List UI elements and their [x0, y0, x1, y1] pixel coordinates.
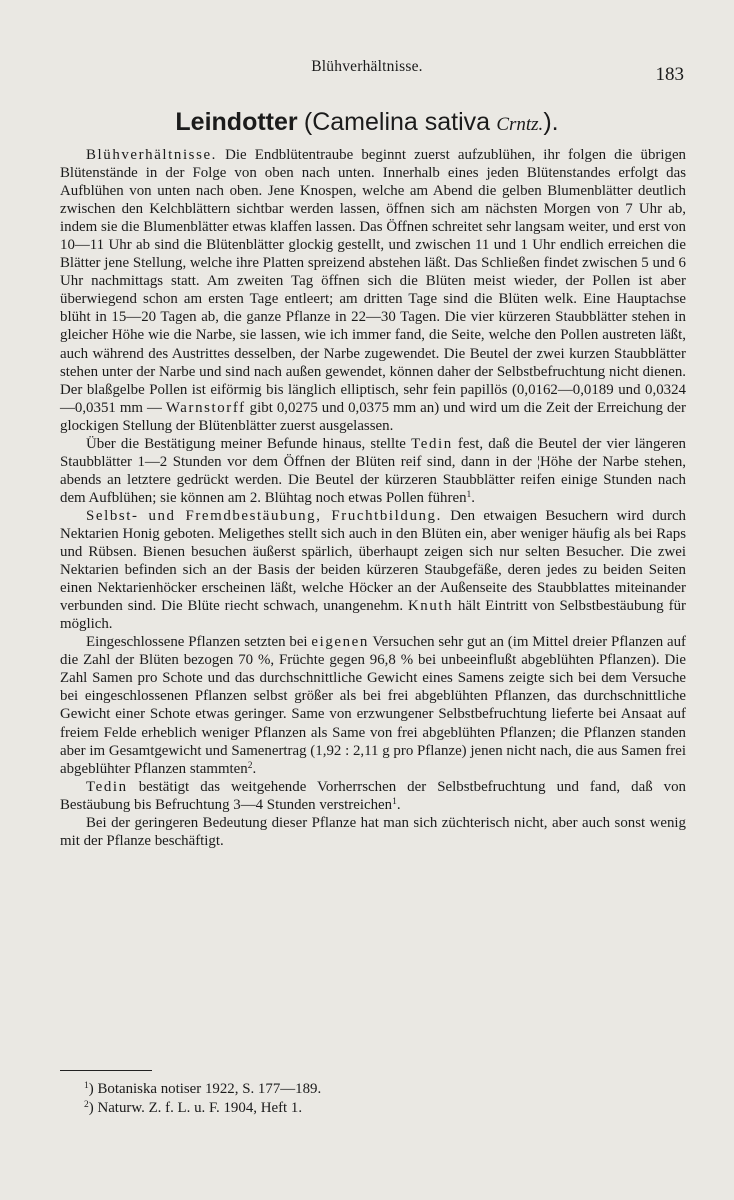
paragraph-bluehverhaeltnisse	[60, 146, 686, 435]
author-name: Warnstorff	[165, 399, 246, 416]
paragraph-bestaeubung	[60, 507, 686, 633]
paragraph-text: bestätigt das weitgehende Vorherrschen der Selbstbefruchtung und fand, daß von Bestäubung bis Befruchtung 3—4 Stunden verstreichen	[60, 778, 686, 813]
paragraph-text: Bei der geringeren Bedeutung dieser Pflanze hat man sich züchterisch nicht, aber auch sonst wenig mit der Pflanze beschäftigt.	[60, 814, 686, 849]
paragraph-text: fest, daß die Beutel der vier längeren Staubblätter 1—2 Stunden vor dem Öffnen der Blüten reif sind, dann in der ¦Höhe der Narbe stehen, abends an letztere gedrückt werden. Die Beutel der kürzeren Staubblätter reifen einige Stunden nach dem Aufblühen; sie können am 2. Blühtag noch etwas Pollen führen	[60, 435, 687, 506]
author-name: Knuth	[407, 598, 454, 615]
emphasis: eigenen	[311, 634, 369, 651]
title-common-name: Leindotter	[175, 108, 298, 136]
paragraph-text: gibt 0,0275 und 0,0375 mm an) und wird um die Zeit der Erreichung der glockigen Stellung der Blütenblätter zuerst ausgelassen.	[60, 399, 686, 434]
footnote-divider	[60, 1070, 152, 1071]
footnote-text: Naturw. Z. f. L. u. F. 1904, Heft 1.	[93, 1100, 303, 1116]
paragraph-text: Versuchen sehr gut an (im Mittel dreier Pflanzen auf die Zahl der Blüten bezogen 70 %, Früchte gegen 96,8 % bei unbeeinflußt abgeblühten Pflanzen). Die Zahl Samen pro Schote und das durchschnittliche Gewicht eines Samens zeigte sich bei dem Versuche bei eingeschlossenen Pflanzen selbst größer als bei frei abgeblühten Pflanzen, das durchschnittliche Gewicht einer Schote etwas geringer. Same von erzwungener Selbstbefruchtung lieferte bei Ansaat auf freiem Felde erheblich weniger Pflanzen als Same von frei abgeblühten Pflanzen; die Pflanzen standen aber im Gesamtgewicht und Samenertrag (1,92 : 2,11 g pro Pflanze) jenen nicht nach, die aus Samen frei abgeblühter Pflanzen stammten	[60, 634, 687, 777]
author-name: Tedin	[411, 435, 453, 452]
footnote-ref: 2	[247, 760, 253, 771]
footnote-mark: 2	[84, 1100, 89, 1110]
title-latin-name: (Camelina sativa	[303, 108, 491, 136]
footnote-text: Botaniska notiser 1922, S. 177—189.	[93, 1081, 322, 1097]
title-author: Crntz.	[496, 114, 544, 135]
paragraph-conclusion	[60, 814, 686, 850]
paragraph-text: Über die Bestätigung meiner Befunde hinaus, stellte	[86, 435, 412, 452]
author-name: Tedin	[86, 778, 128, 795]
section-title	[0, 108, 734, 137]
paragraph-text: hält Eintritt von Selbstbestäubung für möglich.	[60, 598, 686, 633]
paragraph-tedin: Über die Bestätigung meiner Befunde hinaus, stellte Tedin fest, daß die Beutel der vier längeren Staubblätter 1—2 Stunden vor dem Öffnen der Blüten reif sind, dann in der ¦Höhe der Narbe stehen, abends an letztere gedrückt werden. Die Beutel der kürzeren Staubblätter reifen einige Stunden nach dem Aufblühen; sie können am 2. Blühtag noch etwas Pollen führen$^1$.	[60, 435, 687, 506]
paragraph-tedin-bestaetigt: Tedin bestätigt das weitgehende Vorherrschen der Selbstbefruchtung und fand, daß von Bestäubung bis Befruchtung 3—4 Stunden verstreichen$^1$.	[60, 778, 686, 813]
paragraph-text: Den etwaigen Besuchern wird durch Nektarien Honig geboten. Meligethes stellt sich auch in den Blüten ein, aber weniger häufig als bei Raps und Rübsen. Bienen besuchen äußerst spärlich, überhaupt zeigen sich nur selten Besucher. Die zwei Nektarien befinden sich an der Basis der beiden kürzeren Staubgefäße, deren jedes zu beiden Seiten einen Nektarienhöcker erscheinen läßt, welche Höcker an der Außenseite des Staubblattes miteinander verbunden sind. Die Blüte riecht schwach, unangenehm.	[60, 507, 686, 615]
footnote-ref: 1	[466, 489, 472, 500]
footnote-item: $^1$) Botaniska notiser 1922, S. 177—189.	[84, 1081, 322, 1097]
footnotes	[84, 1080, 644, 1118]
page-number: 183	[655, 64, 684, 85]
paragraph-text: Die Endblütentraube beginnt zuerst aufzublühen, ihr folgen die übrigen Blütenstände in der Folge von oben nach unten. Innerhalb eines jeden Blütenstandes erfolgt das Aufblühen von unten nach oben. Jene Knospen, welche am Abend die gelben Blumenblätter deutlich zwischen den Kelchblättern sichtbar werden lassen, öffnen sich am nächsten Morgen von 7 Uhr ab, indem sie die Blumenblätter etwas klaffen lassen. Das Öffnen schreitet sehr langsam weiter, und erst von 10—11 Uhr ab sind die Blütenblätter glockig gestellt, und zwischen 11 und 1 Uhr endlich erreichen die Blätter jene Stellung, welche ihre Platten spreizend abstehen läßt. Das Schließen findet zwischen 5 und 6 Uhr nachmittags statt. Am zweiten Tag öffnen sich die Blüten meist wieder, der Pollen ist aber überwiegend schon am ersten Tage entleert; am dritten Tage sind die Blüten welk. Eine Hauptachse blüht in 15—20 Tagen ab, die ganze Pflanze in 22—30 Tagen. Die vier kürzeren Staubblätter stehen in gleicher Höhe wie die Narbe, sie lassen, wie ich immer fand, die Seite, welche den Pollen austreten läßt, auch während des Austrittes desselben, der Narbe zugewendet. Die Beutel der zwei kurzen Staubblätter stehen unter der Narbe und sind nach außen gewendet, können daher der Selbstbefruchtung nicht dienen. Der blaßgelbe Pollen ist eiförmig bis länglich elliptisch, sehr fein papillös (0,0162—0,0189 und 0,0324—0,0351 mm —	[60, 147, 686, 416]
running-header: Blühverhältnisse.	[311, 58, 423, 75]
paragraph-lead: Selbst- und Fremdbestäubung, Fruchtbildung.	[86, 507, 442, 524]
paragraph-lead: Blühverhältnisse.	[86, 147, 218, 163]
footnote-item: $^2$) Naturw. Z. f. L. u. F. 1904, Heft 1.	[84, 1100, 303, 1116]
footnote-ref: 1	[392, 796, 397, 807]
footnote-mark: 1	[84, 1081, 89, 1091]
paragraph-text: Eingeschlossene Pflanzen setzten bei	[86, 634, 312, 651]
paragraph-eingeschlossene: Eingeschlossene Pflanzen setzten bei eigenen Versuchen sehr gut an (im Mittel dreier Pflanzen auf die Zahl der Blüten bezogen 70 %, Früchte gegen 96,8 % bei unbeeinflußt abgeblühten Pflanzen). Die Zahl Samen pro Schote und das durchschnittliche Gewicht eines Samens zeigte sich bei dem Versuche bei eingeschlossenen Pflanzen selbst größer als bei frei abgeblühten Pflanzen, das durchschnittliche Gewicht einer Schote etwas geringer. Same von erzwungener Selbstbefruchtung lieferte bei Ansaat auf freiem Felde erheblich weniger Pflanzen als Same von frei abgeblühten Pflanzen; die Pflanzen standen aber im Gesamtgewicht und Samenertrag (1,92 : 2,11 g pro Pflanze) jenen nicht nach, die aus Samen frei abgeblühter Pflanzen stammten$^2$.	[60, 634, 687, 777]
body-text	[60, 146, 686, 850]
title-close: ).	[543, 108, 559, 136]
